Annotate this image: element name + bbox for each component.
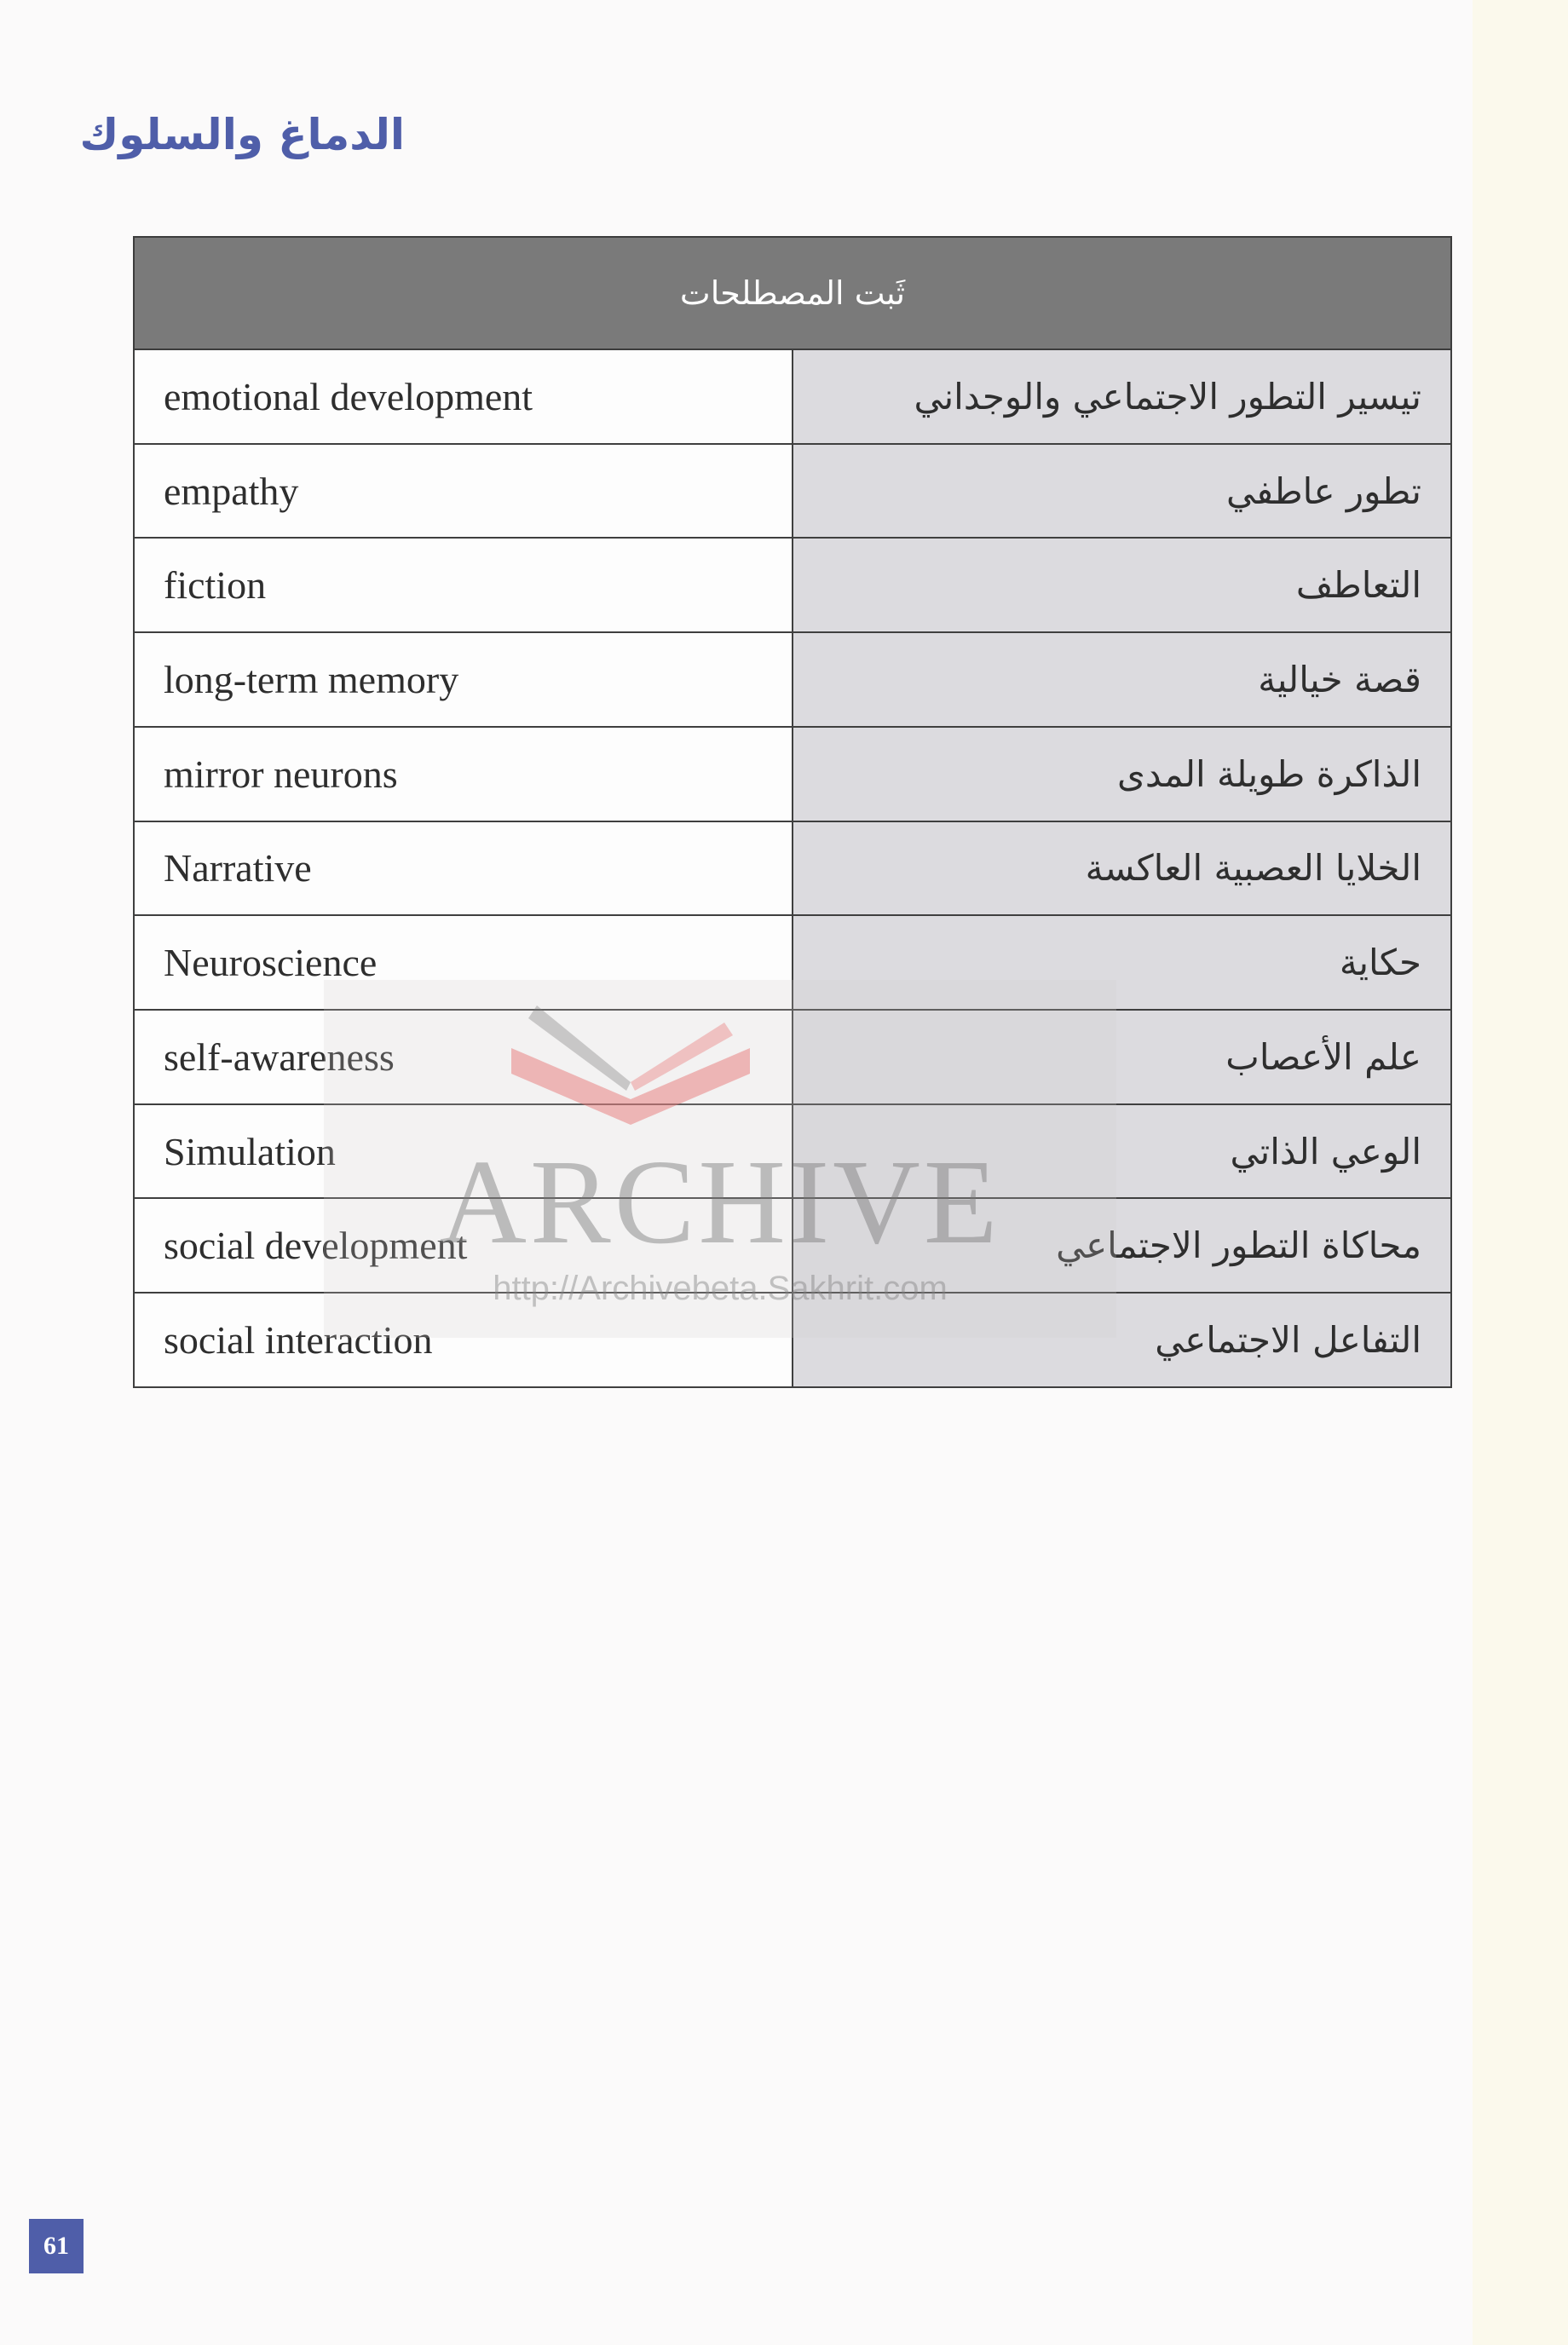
book-logo-icon bbox=[477, 997, 784, 1125]
english-term: Narrative bbox=[134, 821, 793, 916]
arabic-term: الوعي الذاتي bbox=[793, 1104, 1451, 1199]
arabic-term: تيسير التطور الاجتماعي والوجداني bbox=[793, 349, 1451, 444]
glossary-heading: ثَبت المصطلحات bbox=[134, 237, 1451, 349]
table-row bbox=[134, 821, 1451, 916]
table-row bbox=[134, 727, 1451, 821]
english-term: Neuroscience bbox=[134, 915, 793, 1010]
english-term: long-term memory bbox=[134, 632, 793, 727]
table-row bbox=[134, 632, 1451, 727]
table-row bbox=[134, 444, 1451, 539]
english-term: mirror neurons bbox=[134, 727, 793, 821]
english-term: Simulation bbox=[134, 1104, 793, 1199]
arabic-term: التعاطف bbox=[793, 538, 1451, 632]
glossary-heading-row bbox=[134, 237, 1451, 349]
page-edge-strip bbox=[1473, 0, 1568, 2345]
english-term: social interaction bbox=[134, 1293, 793, 1387]
arabic-term: تطور عاطفي bbox=[793, 444, 1451, 539]
english-term: self-awareness bbox=[134, 1010, 793, 1104]
arabic-term: محاكاة التطور الاجتماعي bbox=[793, 1198, 1451, 1293]
watermark-title: ARCHIVE bbox=[439, 1134, 1001, 1269]
english-term: fiction bbox=[134, 538, 793, 632]
arabic-term: التفاعل الاجتماعي bbox=[793, 1293, 1451, 1387]
table-row bbox=[134, 538, 1451, 632]
watermark-box bbox=[324, 980, 1116, 1338]
english-term: emotional development bbox=[134, 349, 793, 444]
running-header-title: الدماغ والسلوك bbox=[79, 110, 405, 159]
watermark-url: http://Archivebeta.Sakhrit.com bbox=[493, 1270, 948, 1307]
page-number: 61 bbox=[29, 2219, 84, 2273]
arabic-term: الذاكرة طويلة المدى bbox=[793, 727, 1451, 821]
english-term: social development bbox=[134, 1198, 793, 1293]
english-term: empathy bbox=[134, 444, 793, 539]
arabic-term: الخلايا العصبية العاكسة bbox=[793, 821, 1451, 916]
arabic-term: علم الأعصاب bbox=[793, 1010, 1451, 1104]
arabic-term: حكاية bbox=[793, 915, 1451, 1010]
table-row bbox=[134, 349, 1451, 444]
arabic-term: قصة خيالية bbox=[793, 632, 1451, 727]
